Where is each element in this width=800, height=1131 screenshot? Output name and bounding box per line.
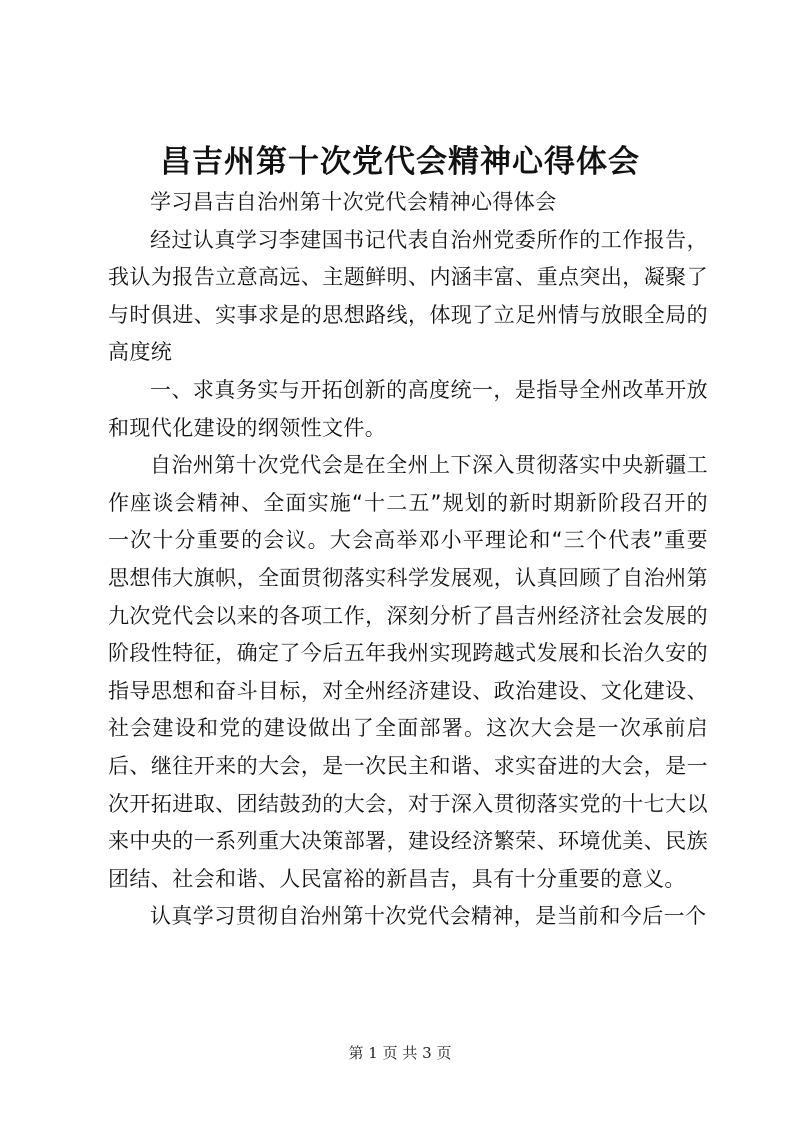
- paragraph-study-spirit: 认真学习贯彻自治州第十次党代会精神，是当前和今后一个: [150, 904, 707, 929]
- page-number-footer: 第 1 页 共 3 页: [348, 1044, 452, 1062]
- document-title: 昌吉州第十次党代会精神心得体会: [160, 144, 640, 180]
- paragraph-intro: 经过认真学习李建国书记代表自治州党委所作的工作报告，我认为报告立意高远、主题鲜明、内涵丰富、重点突出，凝聚了与时俱进、实事求是的思想路线，体现了立足州情与放眼全局的高度统: [108, 227, 708, 365]
- document-body: [108, 184, 708, 936]
- paragraph-subtitle: 学习昌吉自治州第十次党代会精神心得体会: [150, 190, 557, 214]
- paragraph-section-one: 一、求真务实与开拓创新的高度统一，是指导全州改革开放和现代化建设的纲领性文件。: [108, 377, 708, 440]
- paragraph-meeting-significance: 自治州第十次党代会是在全州上下深入贯彻落实中央新疆工作座谈会精神、全面实施“十二五”规划的新时期新阶段召开的一次十分重要的会议。大会高举邓小平理论和“三个代表”重要思想伟大旗帜，全面贯彻落实科学发展观，认真回顾了自治州第九次党代会以来的各项工作，深刻分析了昌吉州经济社会发展的阶段性特征，确定了今后五年我州实现跨越式发展和长治久安的指导思想和奋斗目标，对全州经济建设、政治建设、文化建设、社会建设和党的建设做出了全面部署。这次大会是一次承前启后、继往开来的大会，是一次民主和谐、求实奋进的大会，是一次开拓进取、团结鼓劲的大会，对于深入贯彻落实党的十七大以来中央的一系列重大决策部署，建设经济繁荣、环境优美、民族团结、社会和谐、人民富裕的新昌吉，具有十分重要的意义。: [108, 453, 708, 891]
